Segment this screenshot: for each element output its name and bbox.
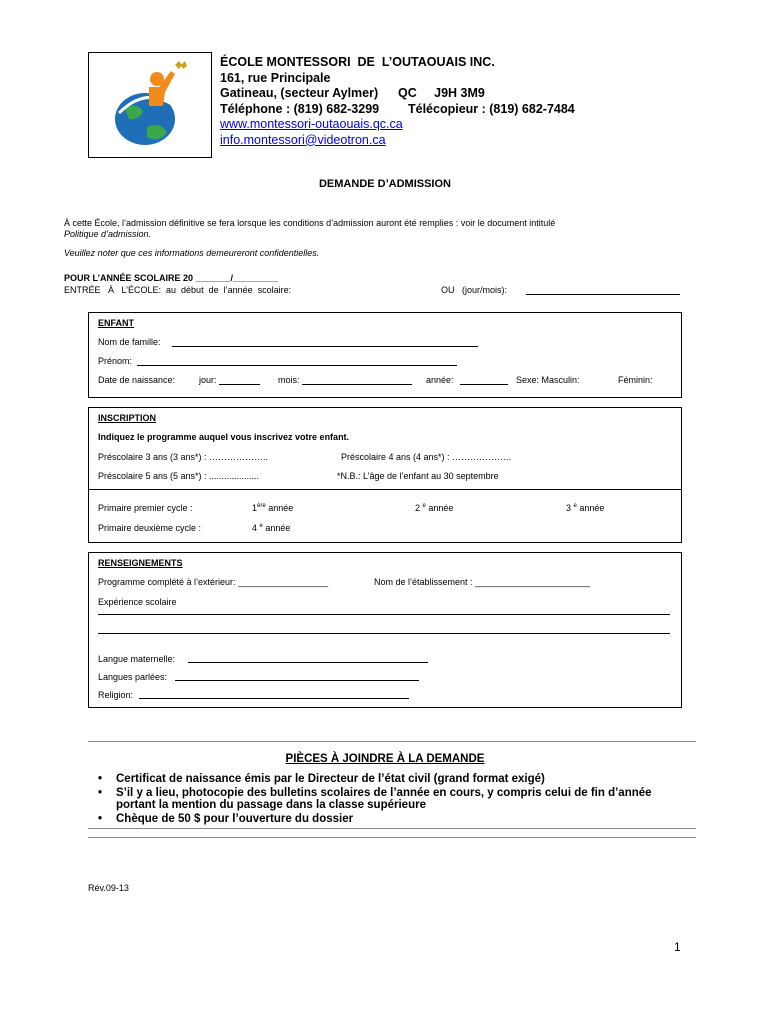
naissance-label: Date de naissance: [98,375,176,385]
renseignements-title: RENSEIGNEMENTS [98,558,183,568]
langue-maternelle-label: Langue maternelle: [98,654,176,664]
experience-line-1[interactable] [98,614,670,615]
school-logo [89,53,211,157]
intro-line-1: À cette École, l’admission définitive se fera lorsque les conditions d’admission auront été remplies : voir le document intitulé [64,218,556,228]
langue-maternelle-field[interactable] [188,662,428,663]
inscription-divider [88,489,682,490]
school-header [220,55,575,148]
annee-1-num: 1 [252,503,258,513]
bullet-2: • [98,786,103,799]
annee-3-num: 3 [566,503,572,513]
mois-label: mois: [278,375,300,385]
annee-2-option[interactable] [415,503,453,513]
revision-label: Rév.09-13 [88,883,129,893]
pieces-title: PIÈCES À JOINDRE À LA DEMANDE [285,753,485,765]
annee-2-sup: e [422,503,426,509]
prescolaire-4-option[interactable]: Préscolaire 4 ans (4 ans*) : ……………….. [341,452,512,462]
nom-field[interactable] [172,346,478,347]
inscription-title: INSCRIPTION [98,413,157,423]
piece-item-3-text: Chèque de 50 $ pour l’ouverture du dossier [116,812,354,825]
nom-label: Nom de famille: [98,337,161,347]
form-title: DEMANDE D’ADMISSION [318,178,451,190]
primaire-deuxieme-label: Primaire deuxième cycle : [98,523,202,533]
email-link[interactable]: info.montessori@videotron.ca [220,132,386,147]
pieces-top-separator [88,741,696,742]
piece-item-1-text: Certificat de naissance émis par le Directeur de l’état civil (grand format exigé) [116,773,545,785]
piece-item-1 [96,773,686,786]
piece-item-2 [96,787,686,812]
fax-number: Télécopieur : (819) 682-7484 [408,101,575,116]
school-name: ÉCOLE MONTESSORI DE L’OUTAOUAIS INC. [220,55,495,69]
jour-label: jour: [199,375,217,385]
annee-1-sup: ère [257,503,266,509]
website-link[interactable]: www.montessori-outaouais.qc.ca [220,117,403,131]
piece-item-2-text: S’il y a lieu, photocopie des bulletins scolaires de l’année en cours, y compris celui de fin d’année portant la mention du passage dans la classe supérieure [116,786,652,811]
mois-field[interactable] [302,384,412,385]
renseignements-section [88,552,682,708]
phone-number: Téléphone : (819) 682-3299 [220,101,380,116]
pieces-separator-2 [88,837,696,838]
prenom-field[interactable] [137,365,457,366]
school-city [220,86,575,102]
age-note: *N.B.: L’âge de l’enfant au 30 septembre [337,471,499,481]
annee-4-sup: e [259,523,263,529]
annee-4-option[interactable] [252,523,290,533]
langues-parlees-field[interactable] [175,680,419,681]
religion-label: Religion: [98,690,134,700]
school-contact [220,102,575,118]
langues-parlees-label: Langues parlées: [98,672,168,682]
inscription-instruction: Indiquez le programme auquel vous inscrivez votre enfant. [98,432,350,442]
bullet-1: • [98,773,103,785]
annee-4-text: année [262,523,291,533]
etablissement-field[interactable]: Nom de l’établissement : _______________________ [374,577,591,587]
annee-label: année: [426,375,454,385]
sexe-masculin-label[interactable]: Sexe: Masculin: [516,375,580,385]
annee-3-text: année [576,503,605,513]
experience-line-2[interactable] [98,633,670,634]
intro-text [64,218,684,240]
annee-3-option[interactable] [566,503,604,513]
annee-1-text: année [265,503,294,513]
primaire-premier-label: Primaire premier cycle : [98,503,193,513]
entry-label: ENTRÉE À L’ÉCOLE: au début de l’année scolaire: [64,285,292,295]
annee-2-num: 2 [415,503,421,513]
school-year-label: POUR L’ANNÉE SCOLAIRE 20 _______/_________ [64,273,279,283]
entry-date-field[interactable] [526,294,680,295]
prescolaire-3-option[interactable]: Préscolaire 3 ans (3 ans*) : ……………….. [98,452,269,462]
enfant-section [88,312,682,398]
intro-line-2: Politique d’admission. [64,229,152,239]
pieces-separator-1 [88,828,696,829]
pieces-list [96,773,686,826]
jour-field[interactable] [219,384,260,385]
school-address: 161, rue Principale [220,70,331,85]
city-right: QC J9H 3M9 [398,86,485,100]
piece-item-3 [96,813,686,826]
annee-2-text: année [425,503,454,513]
annee-field[interactable] [460,384,508,385]
experience-label: Expérience scolaire [98,597,177,607]
prescolaire-5-option[interactable]: Préscolaire 5 ans (5 ans*) : .................... [98,471,260,481]
enfant-title: ENFANT [98,318,134,328]
entry-or-label: OU (jour/mois): [441,285,508,295]
page-number: 1 [674,940,681,954]
annee-3-sup: e [573,503,577,509]
bullet-3: • [98,812,103,825]
confidential-note: Veuillez noter que ces informations demeureront confidentielles. [64,248,320,258]
annee-1-option[interactable] [252,503,293,513]
religion-field[interactable] [139,698,409,699]
programme-exterieur-field[interactable]: Programme complété à l’extérieur: __________________ [98,577,329,587]
annee-4-num: 4 [252,523,258,533]
logo-frame [88,52,212,158]
prenom-label: Prénom: [98,356,133,366]
city-left: Gatineau, (secteur Aylmer) [220,86,379,100]
sexe-feminin-label[interactable]: Féminin: [618,375,653,385]
